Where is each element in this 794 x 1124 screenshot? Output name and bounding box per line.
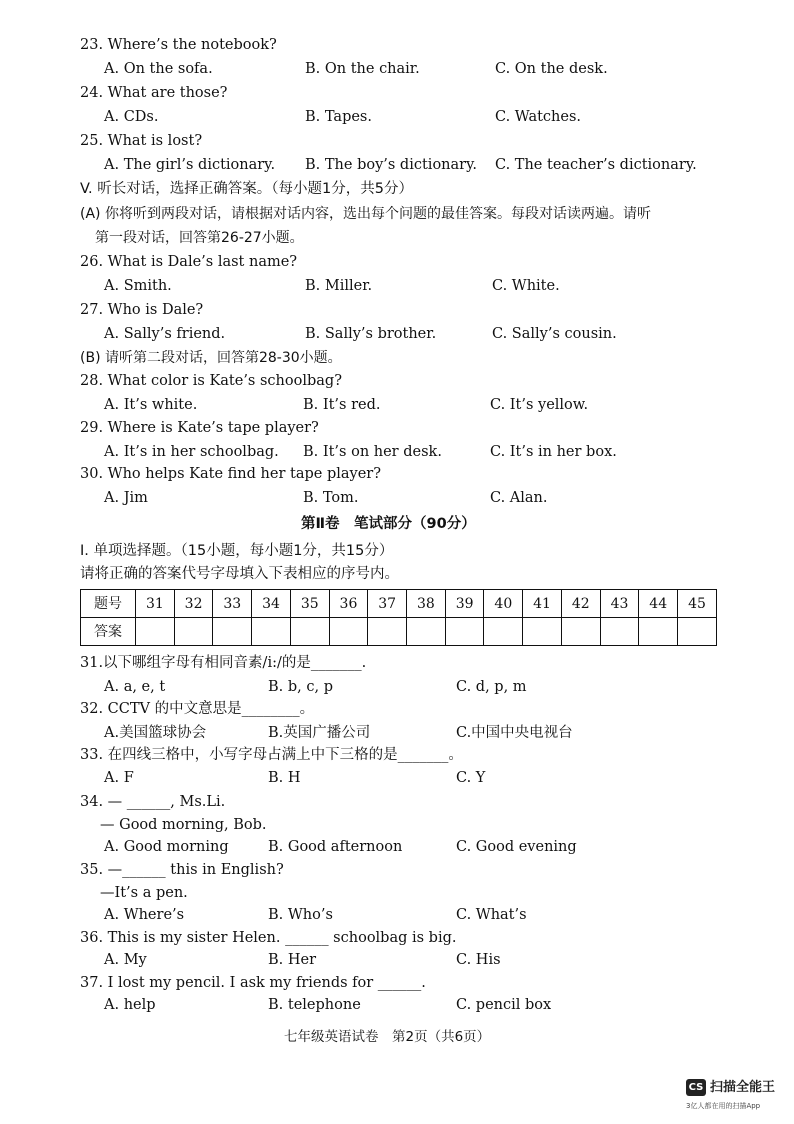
option-37-c: C. pencil box (456, 997, 552, 1013)
answer-table-number: 41 (523, 590, 562, 618)
question-27: 27. Who is Dale? (80, 302, 204, 318)
answer-cell[interactable] (407, 618, 446, 646)
option-31-a: A. a, e, t (104, 679, 166, 695)
question-28: 28. What color is Kate’s schoolbag? (80, 373, 342, 389)
option-28-c: C. It’s yellow. (490, 397, 589, 413)
answer-table-number: 45 (678, 590, 717, 618)
answer-table-number: 38 (407, 590, 446, 618)
question-33: 33. 在四线三格中，小写字母占满上中下三格的是_______。 (80, 747, 463, 763)
answer-table-number: 36 (329, 590, 368, 618)
option-29-a: A. It’s in her schoolbag. (104, 444, 279, 460)
option-35-b: B. Who’s (268, 907, 333, 923)
answer-table-number: 39 (445, 590, 484, 618)
option-27-b: B. Sally’s brother. (305, 326, 437, 342)
answer-cell[interactable] (678, 618, 717, 646)
option-26-b: B. Miller. (305, 278, 373, 294)
answer-table-number: 35 (290, 590, 329, 618)
option-32-a: A.美国篮球协会 (104, 725, 207, 741)
section-v-intro-a-line2: 第一段对话，回答第26-27小题。 (95, 230, 304, 246)
question-34: 34. — ______, Ms.Li. (80, 794, 226, 810)
answer-table (80, 589, 717, 646)
option-36-b: B. Her (268, 952, 317, 968)
answer-cell[interactable] (523, 618, 562, 646)
section-i-instruction: 请将正确的答案代号字母填入下表相应的序号内。 (80, 566, 399, 582)
option-29-b: B. It’s on her desk. (303, 444, 442, 460)
option-36-c: C. His (456, 952, 501, 968)
question-32: 32. CCTV 的中文意思是________。 (80, 701, 315, 717)
question-23: 23. Where’s the notebook? (80, 37, 277, 53)
option-23-b: B. On the chair. (305, 61, 420, 77)
option-23-c: C. On the desk. (495, 61, 608, 77)
answer-cell[interactable] (290, 618, 329, 646)
option-35-c: C. What’s (456, 907, 527, 923)
option-24-a: A. CDs. (104, 109, 159, 125)
section-v-title: V. 听长对话，选择正确答案。（每小题1分，共5分） (80, 181, 413, 197)
option-31-b: B. b, c, p (268, 679, 333, 695)
watermark-name: 扫描全能王 (710, 1080, 776, 1095)
watermark-tagline: 3亿人都在用的扫描App (686, 1102, 761, 1110)
option-28-a: A. It’s white. (104, 397, 198, 413)
option-26-c: C. White. (492, 278, 560, 294)
option-33-c: C. Y (456, 770, 486, 786)
answer-table-number: 44 (639, 590, 678, 618)
answer-table-number-row (81, 590, 717, 618)
option-37-b: B. telephone (268, 997, 361, 1013)
answer-table-number: 33 (213, 590, 252, 618)
answer-cell[interactable] (445, 618, 484, 646)
answer-table-number: 42 (561, 590, 600, 618)
section-v-intro-b: (B) 请听第二段对话，回答第28-30小题。 (80, 350, 342, 366)
answer-cell[interactable] (368, 618, 407, 646)
option-34-a: A. Good morning (104, 839, 229, 855)
section-i-title: I. 单项选择题。（15小题，每小题1分，共15分） (80, 543, 394, 559)
option-23-a: A. On the sofa. (104, 61, 213, 77)
question-35-reply: —It’s a pen. (100, 885, 188, 901)
option-29-c: C. It’s in her box. (490, 444, 617, 460)
option-27-a: A. Sally’s friend. (104, 326, 226, 342)
answer-table-answer-row (81, 618, 717, 646)
question-29: 29. Where is Kate’s tape player? (80, 420, 319, 436)
answer-cell[interactable] (174, 618, 213, 646)
answer-cell[interactable] (329, 618, 368, 646)
option-28-b: B. It’s red. (303, 397, 381, 413)
answer-table-number: 34 (252, 590, 291, 618)
option-24-c: C. Watches. (495, 109, 582, 125)
option-34-c: C. Good evening (456, 839, 577, 855)
option-30-a: A. Jim (104, 490, 148, 506)
option-31-c: C. d, p, m (456, 679, 527, 695)
option-34-b: B. Good afternoon (268, 839, 403, 855)
option-35-a: A. Where’s (104, 907, 185, 923)
question-30: 30. Who helps Kate find her tape player? (80, 466, 381, 482)
question-34-reply: — Good morning, Bob. (100, 817, 267, 833)
question-26: 26. What is Dale’s last name? (80, 254, 298, 270)
option-30-b: B. Tom. (303, 490, 359, 506)
answer-table-row2-label: 答案 (81, 618, 136, 646)
answer-table-number: 40 (484, 590, 523, 618)
option-32-c: C.中国中央电视台 (456, 725, 573, 741)
option-26-a: A. Smith. (104, 278, 172, 294)
answer-table-number: 37 (368, 590, 407, 618)
answer-cell[interactable] (136, 618, 175, 646)
option-27-c: C. Sally’s cousin. (492, 326, 617, 342)
option-30-c: C. Alan. (490, 490, 548, 506)
camscanner-logo-icon: CS (686, 1079, 706, 1096)
question-24: 24. What are those? (80, 85, 228, 101)
answer-cell[interactable] (252, 618, 291, 646)
answer-cell[interactable] (639, 618, 678, 646)
question-37: 37. I lost my pencil. I ask my friends for ______. (80, 975, 426, 991)
answer-table-number: 31 (136, 590, 175, 618)
answer-table-number: 43 (600, 590, 639, 618)
option-33-a: A. F (104, 770, 134, 786)
answer-cell[interactable] (561, 618, 600, 646)
option-37-a: A. help (104, 997, 156, 1013)
answer-cell[interactable] (600, 618, 639, 646)
answer-cell[interactable] (484, 618, 523, 646)
option-25-a: A. The girl’s dictionary. (104, 157, 276, 173)
page-footer: 七年级英语试卷 第2页（共6页） (284, 1029, 491, 1045)
question-31: 31.以下哪组字母有相同音素/i:/的是_______. (80, 655, 367, 671)
question-25: 25. What is lost? (80, 133, 203, 149)
option-25-c: C. The teacher’s dictionary. (495, 157, 697, 173)
part-2-title: 第Ⅱ卷 笔试部分（90分） (301, 516, 476, 532)
option-36-a: A. My (104, 952, 147, 968)
option-32-b: B.英国广播公司 (268, 725, 371, 741)
answer-cell[interactable] (213, 618, 252, 646)
option-25-b: B. The boy’s dictionary. (305, 157, 477, 173)
answer-table-number: 32 (174, 590, 213, 618)
question-36: 36. This is my sister Helen. ______ schoolbag is big. (80, 930, 457, 946)
option-33-b: B. H (268, 770, 301, 786)
section-v-intro-a-line1: (A) 你将听到两段对话，请根据对话内容，选出每个问题的最佳答案。每段对话读两遍。请听 (80, 206, 651, 222)
option-24-b: B. Tapes. (305, 109, 372, 125)
question-35: 35. —______ this in English? (80, 862, 284, 878)
answer-table-row1-label: 题号 (81, 590, 136, 618)
